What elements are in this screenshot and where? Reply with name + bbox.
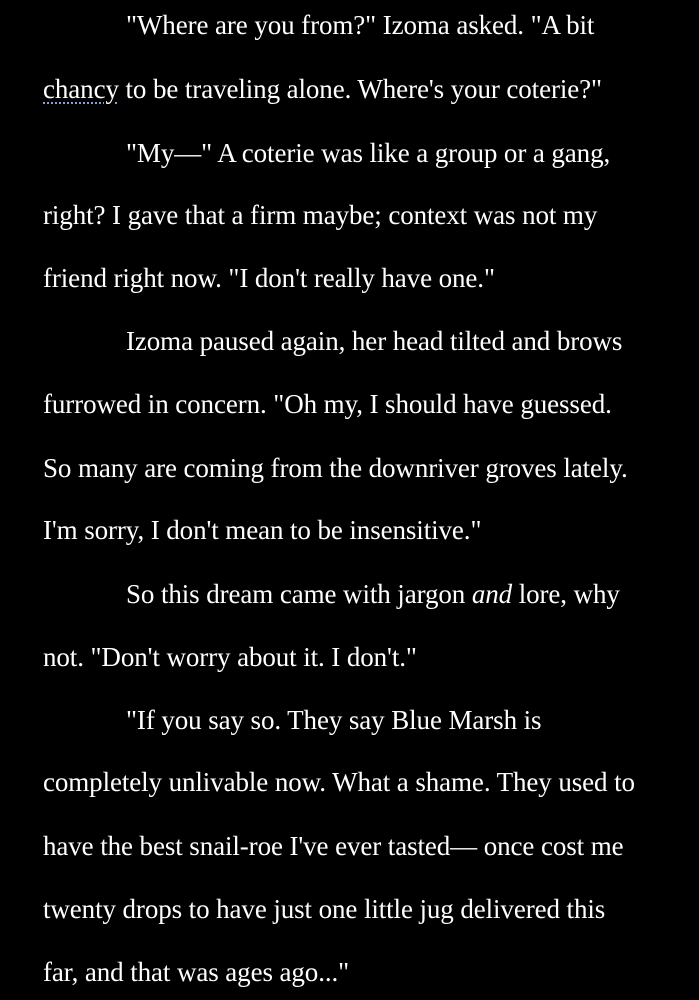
text-line-content: to be traveling alone. Where's your coterie?" (125, 74, 602, 104)
text-line (43, 892, 605, 926)
text-line-content: "If you say so. They say Blue Marsh is (126, 705, 542, 735)
text-line (43, 829, 623, 863)
text-line-content: "Where are you from?" Izoma asked. "A bit (126, 10, 595, 40)
text-line-content: So this dream came with jargon (126, 579, 472, 609)
text-line (126, 703, 541, 737)
text-line (43, 261, 495, 295)
spellcheck-flagged-word[interactable]: chancy (43, 74, 119, 104)
text-line-content: Izoma paused again, her head tilted and brows (126, 326, 623, 356)
text-line (43, 513, 481, 547)
text-line (43, 451, 628, 485)
text-line (43, 387, 612, 421)
text-line (126, 8, 594, 42)
text-line (43, 72, 602, 106)
text-line-content: "My—" A coterie was like a group or a gang, (126, 138, 611, 168)
text-line-content: twenty drops to have just one little jug delivered this (43, 894, 606, 924)
text-line-content: completely unlivable now. What a shame. They used to (43, 767, 635, 797)
text-line-content: far, and that was ages ago..." (43, 957, 350, 987)
text-line-content: right? I gave that a firm maybe; context was not my (43, 200, 598, 230)
text-line (126, 324, 622, 358)
text-line (43, 765, 635, 799)
text-line (43, 955, 349, 989)
text-line-content: So many are coming from the downriver groves lately. (43, 453, 628, 483)
italic-emphasis: and (471, 579, 513, 609)
text-line-content: not. "Don't worry about it. I don't." (43, 642, 417, 672)
text-line-content: I'm sorry, I don't mean to be insensitive." (43, 515, 482, 545)
text-line-content: lore, why (512, 579, 620, 609)
text-line (126, 577, 620, 611)
text-line (43, 198, 597, 232)
text-line (126, 136, 610, 170)
text-line-content: have the best snail-roe I've ever tasted— once cost me (43, 831, 624, 861)
text-line (43, 640, 417, 674)
text-line-content: friend right now. "I don't really have one." (43, 263, 495, 293)
text-line-content: furrowed in concern. "Oh my, I should have guessed. (43, 389, 612, 419)
